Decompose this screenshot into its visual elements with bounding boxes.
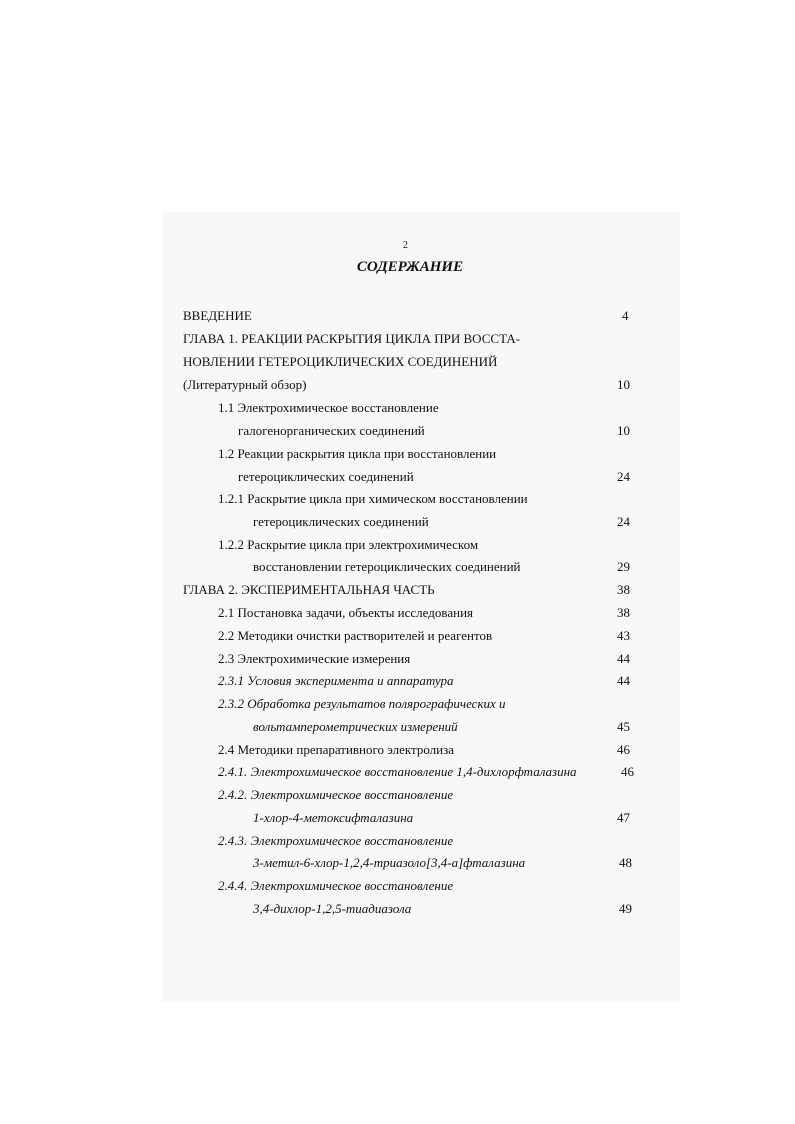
toc-entry-intro: ВВЕДЕНИЕ [183,308,252,323]
toc-page: 44 [617,651,630,666]
toc-entry-2-1: 2.1 Постановка задачи, объекты исследования [218,605,474,620]
toc-entry-chapter1-cont: НОВЛЕНИИ ГЕТЕРОЦИКЛИЧЕСКИХ СОЕДИНЕНИЙ [183,354,498,369]
toc-entry-2-4-4-cont: 3,4-дихлор-1,2,5-тиадиазола [253,901,412,916]
toc-entry-chapter1: ГЛАВА 1. РЕАКЦИИ РАСКРЫТИЯ ЦИКЛА ПРИ ВОССТА- [183,331,521,346]
toc-entry-1-2-1: 1.2.1 Раскрытие цикла при химическом восстановлении [218,491,528,506]
toc-entry-2-3-2-cont: вольтамперометрических измерений [253,719,458,734]
toc-page: 48 [619,855,632,870]
toc-page: 38 [617,605,630,620]
toc-entry-1-1-cont: галогенорганических соединений [238,423,425,438]
toc-page: 49 [619,901,632,916]
toc-page: 46 [617,742,630,757]
toc-entry-lit-review: (Литературный обзор) [183,377,307,392]
toc-page: 4 [622,308,629,323]
page-number: 2 [403,240,408,251]
toc-entry-2-4-2-cont: 1-хлор-4-метоксифталазина [253,810,414,825]
toc-page: 45 [617,719,630,734]
toc-entry-1-1: 1.1 Электрохимическое восстановление [218,400,439,415]
toc-entry-2-4-1: 2.4.1. Электрохимическое восстановление 1,4-дихлорфталазина [218,764,577,779]
toc-entry-1-2-1-cont: гетероциклических соединений [253,514,429,529]
toc-entry-1-2-2-cont: восстановлении гетероциклических соединений [253,559,521,574]
toc-page: 47 [617,810,630,825]
toc-entry-1-2-2: 1.2.2 Раскрытие цикла при электрохимическом [218,537,479,552]
toc-page: 38 [617,582,630,597]
toc-entry-2-4-4: 2.4.4. Электрохимическое восстановление [218,878,454,893]
toc-entry-2-3-1: 2.3.1 Условия эксперимента и аппаратура [218,673,454,688]
toc-page: 29 [617,559,630,574]
toc-entry-2-2: 2.2 Методики очистки растворителей и реагентов [218,628,493,643]
toc-entry-2-4-3-cont: 3-метил-6-хлор-1,2,4-триазоло[3,4-а]фталазина [253,855,526,870]
toc-page: 24 [617,514,630,529]
toc-entry-2-4-2: 2.4.2. Электрохимическое восстановление [218,787,454,802]
toc-page: 46 [621,764,634,779]
toc-entry-2-4-3: 2.4.3. Электрохимическое восстановление [218,833,454,848]
toc-page: 10 [617,377,630,392]
toc-entry-2-3-2: 2.3.2 Обработка результатов полярографических и [218,696,506,711]
toc-page: 24 [617,469,630,484]
toc-entry-2-3: 2.3 Электрохимические измерения [218,651,411,666]
toc-page: 10 [617,423,630,438]
page-title: СОДЕРЖАНИЕ [356,259,464,275]
toc-entry-chapter2: ГЛАВА 2. ЭКСПЕРИМЕНТАЛЬНАЯ ЧАСТЬ [183,582,435,597]
toc-page: 43 [617,628,630,643]
toc-entry-2-4: 2.4 Методики препаративного электролиза [218,742,455,757]
toc-entry-1-2-cont: гетероциклических соединений [238,469,414,484]
toc-page: 44 [617,673,630,688]
toc-entry-1-2: 1.2 Реакции раскрытия цикла при восстановлении [218,446,497,461]
